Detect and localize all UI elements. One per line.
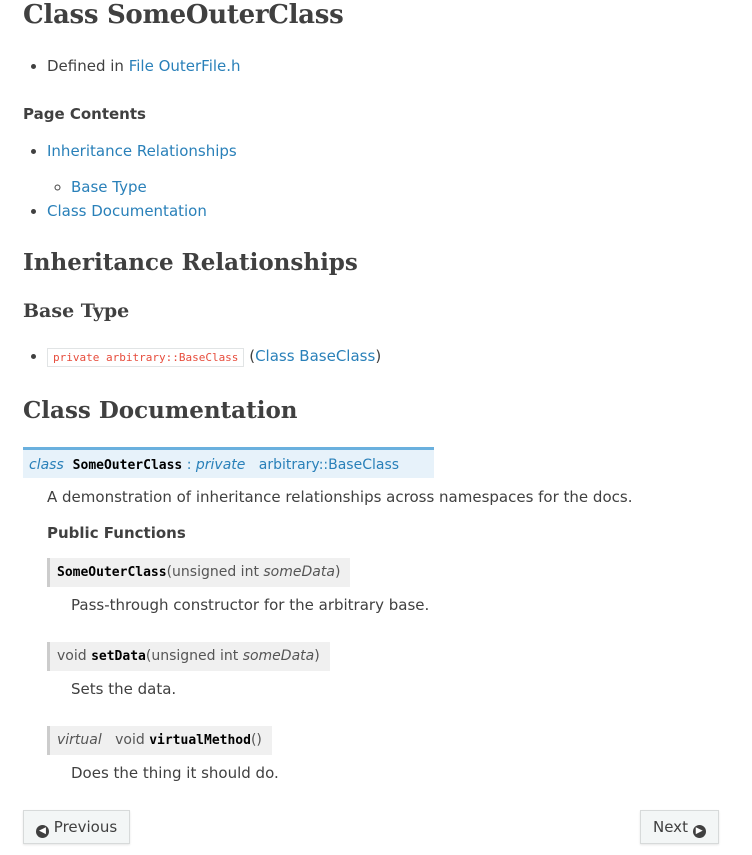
return-type: void xyxy=(115,732,150,748)
toc-link-inheritance[interactable]: Inheritance Relationships xyxy=(47,142,237,160)
param-name: someData xyxy=(242,648,315,664)
function-signature xyxy=(47,558,350,587)
class-name: SomeOuterClass xyxy=(72,458,183,473)
class-sep: : xyxy=(182,457,196,473)
function-signature xyxy=(47,642,330,671)
base-type-list xyxy=(23,347,381,365)
base-type-item xyxy=(47,347,381,365)
class-keyword: class xyxy=(29,457,64,473)
toc-sublist xyxy=(47,177,237,197)
virtual-keyword: virtual xyxy=(57,732,102,748)
inheritance-heading: Inheritance Relationships xyxy=(23,249,358,276)
page-title: Class SomeOuterClass xyxy=(23,0,344,30)
base-code-literal: private arbitrary::BaseClass xyxy=(47,348,244,367)
base-paren-close: ) xyxy=(375,347,382,365)
toc-item xyxy=(47,201,237,221)
class-doc-heading: Class Documentation xyxy=(23,397,298,424)
function-description: Pass-through constructor for the arbitrary base. xyxy=(71,596,430,614)
params-open: (unsigned int xyxy=(166,564,264,580)
function-name: SomeOuterClass xyxy=(57,565,167,580)
next-button[interactable] xyxy=(640,810,719,844)
access-keyword: private xyxy=(195,457,246,473)
function-signature xyxy=(47,726,272,755)
public-functions-label: Public Functions xyxy=(47,524,186,542)
arrow-left-circle-icon: ◀ xyxy=(36,825,49,838)
file-link[interactable]: File OuterFile.h xyxy=(128,57,241,75)
previous-label: Previous xyxy=(53,818,118,836)
base-class-link[interactable]: Class BaseClass xyxy=(255,347,376,365)
base-paren-open: ( xyxy=(249,347,256,365)
base-type-heading: Base Type xyxy=(23,300,130,322)
toc-subitem xyxy=(71,177,237,197)
base-class-name[interactable]: arbitrary::BaseClass xyxy=(258,457,400,473)
next-label: Next xyxy=(653,818,688,836)
return-type: void xyxy=(57,648,92,664)
param-name: someData xyxy=(263,564,335,580)
toc-item xyxy=(47,141,237,197)
params-close: ) xyxy=(314,648,320,664)
arrow-right-circle-icon: ▶ xyxy=(693,825,706,838)
params-open: () xyxy=(250,732,262,748)
class-description: A demonstration of inheritance relationships across namespaces for the docs. xyxy=(47,488,633,506)
defined-in-item xyxy=(47,57,241,75)
defined-in-prefix: Defined in xyxy=(47,57,129,75)
function-name: setData xyxy=(91,649,146,664)
function-description: Does the thing it should do. xyxy=(71,764,279,782)
toc-link-base-type[interactable]: Base Type xyxy=(71,178,147,196)
class-signature xyxy=(23,447,434,478)
params-open: (unsigned int xyxy=(145,648,243,664)
toc-link-class-doc[interactable]: Class Documentation xyxy=(47,202,207,220)
page-contents-label: Page Contents xyxy=(23,105,146,123)
params-close: ) xyxy=(334,564,341,580)
function-description: Sets the data. xyxy=(71,680,177,698)
defined-in-list xyxy=(23,57,241,75)
previous-button[interactable] xyxy=(23,810,130,844)
function-name: virtualMethod xyxy=(149,733,251,748)
page-contents-list xyxy=(23,141,237,221)
